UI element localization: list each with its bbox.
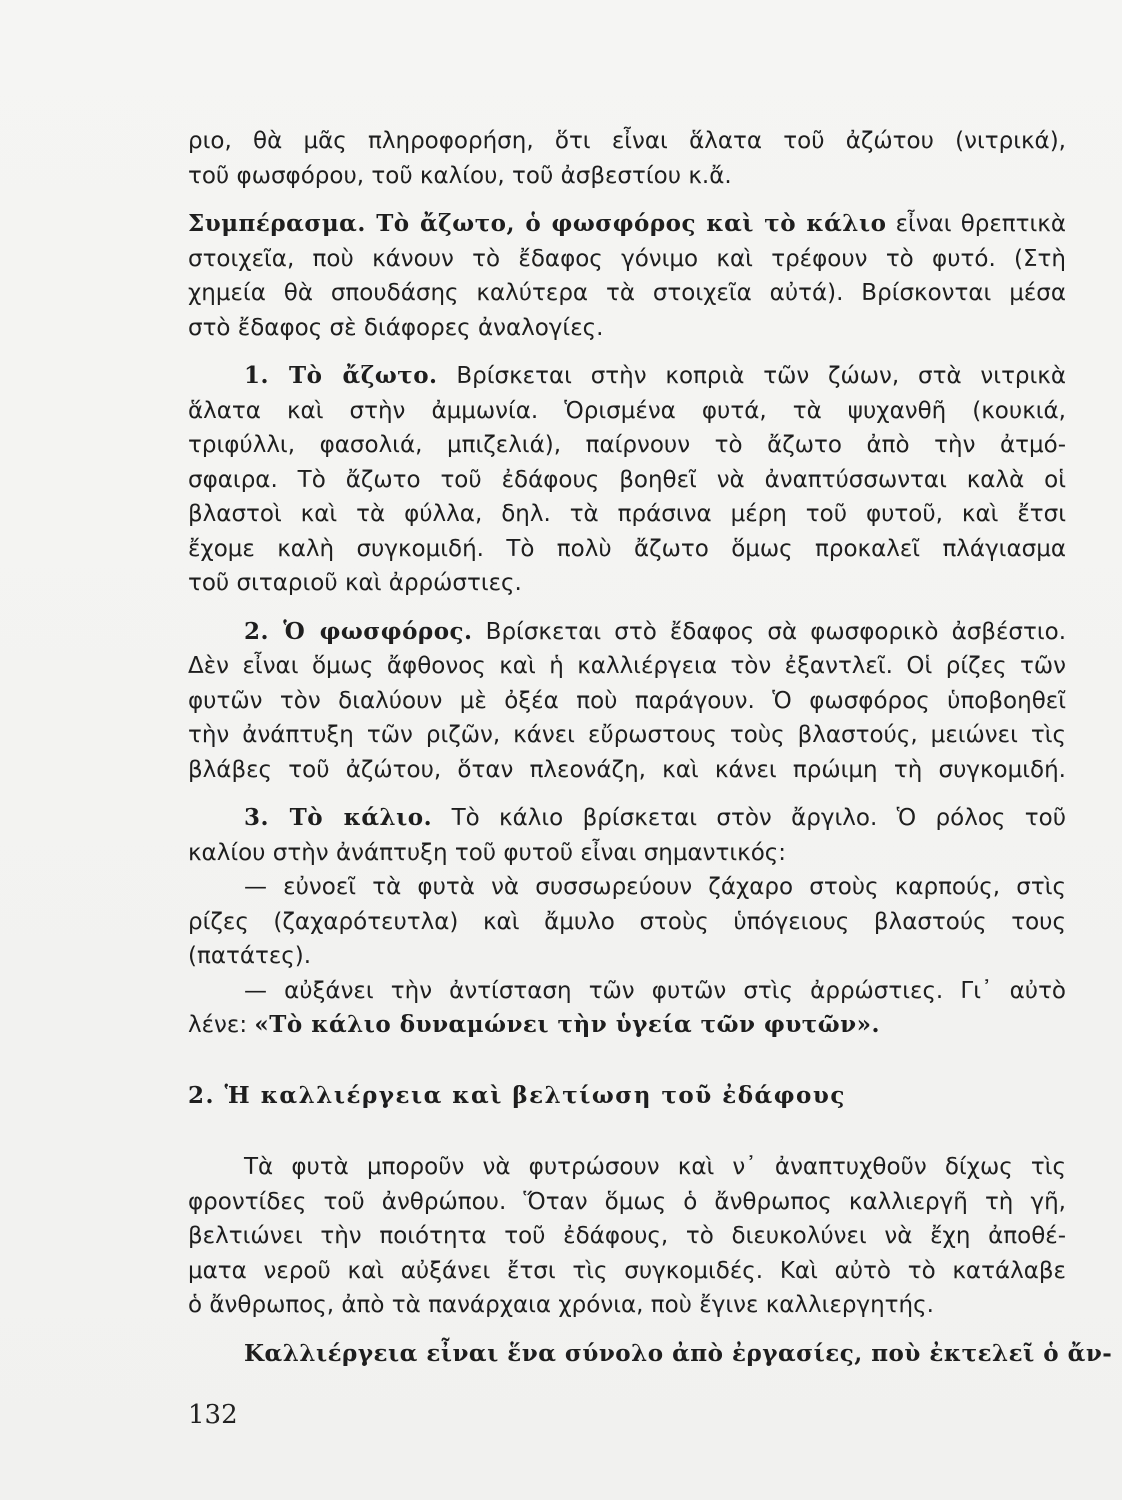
nitrogen-first-line <box>188 359 1066 394</box>
bullet-line: — αὐξάνει τὴν ἀντίσταση τῶν φυτῶν στὶς ἀρρώστιες. Γι᾽ αὐτὸ <box>244 977 1066 1004</box>
text-line: ἅλατα καὶ στὴν ἀμμωνία. Ὁρισμένα φυτά, τὰ ψυχανθῆ (κουκιά, <box>188 397 1066 424</box>
text-line: τὴν ἀνάπτυξη τῶν ριζῶν, κάνει εὔρωστους τοὺς βλαστούς, μειώνει τὶς <box>188 722 1066 748</box>
section-heading: 2. Ἡ καλλιέργεια καὶ βελτίωση τοῦ ἐδάφους <box>188 1082 846 1109</box>
text-line: τοῦ σιταριοῦ καὶ ἀρρώστιες. <box>188 570 522 596</box>
text-line: φροντίδες τοῦ ἀνθρώπου. Ὅταν ὅμως ὁ ἄνθρωπος καλλιεργῆ τὴ γῆ, <box>188 1188 1066 1215</box>
text-line: Δὲν εἶναι ὅμως ἄφθονος καὶ ἡ καλλιέργεια τὸν ἐξαντλεῖ. Οἱ ρίζες τῶν <box>188 653 1066 679</box>
text-line: στὸ ἔδαφος σὲ διάφορες ἀναλογίες. <box>188 314 604 341</box>
text-line: στοιχεῖα, ποὺ κάνουν τὸ ἔδαφος γόνιμο καὶ τρέφουν τὸ φυτό. (Στὴ <box>188 245 1066 272</box>
text-line: καλίου στὴν ἀνάπτυξη τοῦ φυτοῦ εἶναι σημαντικός: <box>188 839 787 866</box>
text-line: ρίζες (ζαχαρότευτλα) καὶ ἄμυλο στοὺς ὑπόγειους βλαστούς τους <box>188 908 1066 935</box>
text-line: βλάβες τοῦ ἀζώτου, ὅταν πλεονάζη, καὶ κάνει πρώιμη τὴ συγκομιδή. <box>188 756 1066 783</box>
potassium-label: 3. Τὸ κάλιο. <box>244 804 433 831</box>
nitrogen-label: 1. Τὸ ἄζωτο. <box>244 362 438 389</box>
text-line: ριο, θὰ μᾶς πληροφορήση, ὅτι εἶναι ἅλατα τοῦ ἀζώτου (νιτρικά), <box>188 128 1066 154</box>
text-line: (πατάτες). <box>188 943 312 969</box>
text-fragment: εἶναι θρεπτικὰ <box>895 211 1067 237</box>
quote-line <box>188 1008 1066 1043</box>
text-line: φυτῶν τὸν διαλύουν μὲ ὀξέα ποὺ παράγουν. Ὁ φωσφόρος ὑποβοηθεῖ <box>188 687 1066 714</box>
text-fragment: λένε: <box>188 1012 248 1038</box>
conclusion-label: Συμπέρασμα. Τὸ ἄζωτο, ὁ φωσφόρος καὶ τὸ κάλιο <box>188 210 887 237</box>
bullet-line: — εὐνοεῖ τὰ φυτὰ νὰ συσσωρεύουν ζάχαρο στοὺς καρπούς, στὶς <box>244 874 1066 900</box>
text-fragment: Βρίσκεται στὴν κοπριὰ τῶν ζώων, στὰ νιτρικὰ <box>456 363 1067 389</box>
text-line: ματα νεροῦ καὶ αὐξάνει ἔτσι τὶς συγκομιδές. Καὶ αὐτὸ τὸ κατάλαβε <box>188 1257 1066 1284</box>
text-fragment: Βρίσκεται στὸ ἔδαφος σὰ φωσφορικὸ ἀσβέστιο. <box>485 618 1067 645</box>
text-fragment: Τὸ κάλιο βρίσκεται στὸν ἄργιλο. Ὁ ρόλος τοῦ <box>451 805 1067 831</box>
page-number: 132 <box>188 1400 238 1430</box>
text-line: βλαστοὶ καὶ τὰ φύλλα, δηλ. τὰ πράσινα μέρη τοῦ φυτοῦ, καὶ ἔτσι <box>188 501 1066 527</box>
quote: «Τὸ κάλιο δυναμώνει τὴν ὑγεία τῶν φυτῶν». <box>254 1011 880 1038</box>
main-text <box>188 124 1066 1043</box>
text-line: ἔχομε καλὴ συγκομιδή. Τὸ πολὺ ἄζωτο ὅμως προκαλεῖ πλάγιασμα <box>188 535 1066 562</box>
potassium-first-line <box>188 801 1066 836</box>
text-line: τοῦ φωσφόρου, τοῦ καλίου, τοῦ ἀσβεστίου κ.ἄ. <box>188 162 732 189</box>
definition-line: Καλλιέργεια εἶναι ἕνα σύνολο ἀπὸ ἐργασίες, ποὺ ἐκτελεῖ ὁ ἄν- <box>244 1339 1113 1367</box>
text-line: τριφύλλι, φασολιά, μπιζελιά), παίρνουν τὸ ἄζωτο ἀπὸ τὴν ἀτμό- <box>188 432 1066 458</box>
text-line: ὁ ἄνθρωπος, ἀπὸ τὰ πανάρχαια χρόνια, ποὺ ἔγινε καλλιεργητής. <box>188 1292 934 1318</box>
text-line: βελτιώνει τὴν ποιότητα τοῦ ἐδάφους, τὸ διευκολύνει νὰ ἔχη ἀποθέ- <box>188 1223 1066 1249</box>
text-line: Τὰ φυτὰ μποροῦν νὰ φυτρώσουν καὶ ν᾽ ἀναπτυχθοῦν δίχως τὶς <box>244 1154 1066 1180</box>
conclusion-first-line <box>188 207 1066 242</box>
text-line: χημεία θὰ σπουδάσης καλύτερα τὰ στοιχεῖα αὐτά). Βρίσκονται μέσα <box>188 280 1066 306</box>
phosphorus-label: 2. Ὁ φωσφόρος. <box>244 617 473 645</box>
section-text <box>188 1150 1113 1371</box>
phosphorus-first-line <box>188 615 1066 650</box>
text-line: σφαιρα. Τὸ ἄζωτο τοῦ ἐδάφους βοηθεῖ νὰ ἀναπτύσσωνται καλὰ οἱ <box>188 466 1066 493</box>
